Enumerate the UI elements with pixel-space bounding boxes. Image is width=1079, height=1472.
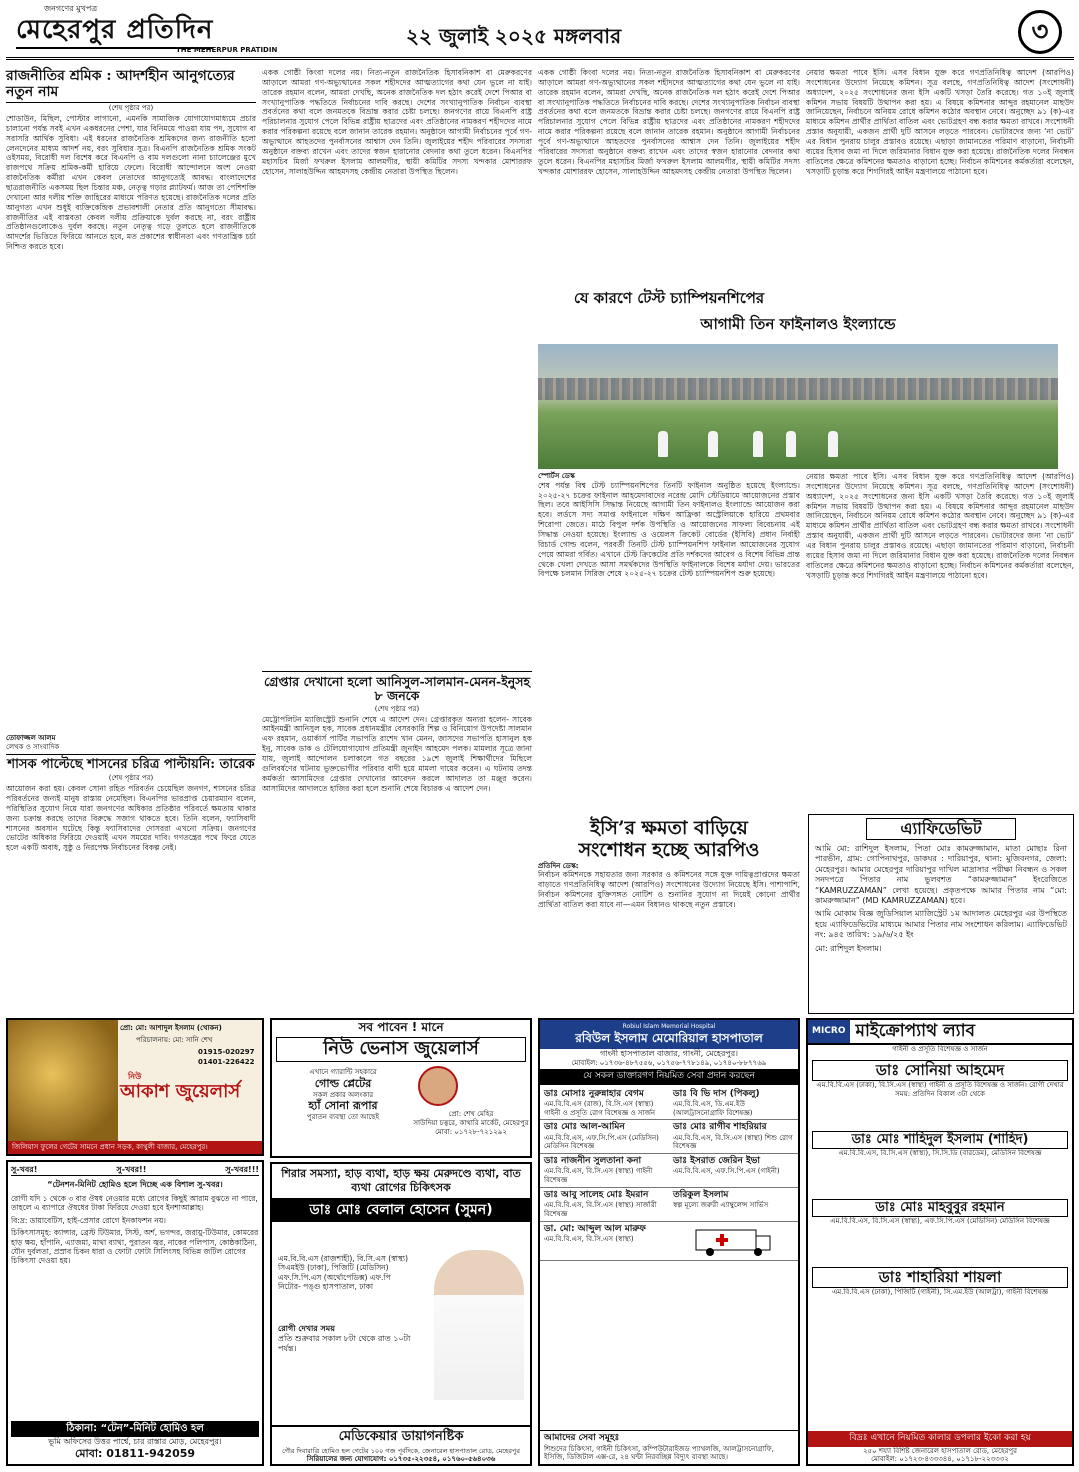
- akash-partner: পরিচালনায়: মো: সানি শেখ: [136, 1036, 213, 1044]
- sports-article: [538, 472, 800, 817]
- venus-name: নিউ ভেনাস জুয়েলার্স: [276, 1037, 526, 1062]
- ec-source: প্রতিদিন ডেস্ক:: [538, 861, 579, 870]
- belal-degree-3: এফ.সি.পি.এস (অর্থোপেডিক্স) এফ.পি: [278, 1272, 391, 1282]
- tension-guarantee: রোগী যদি ১ থেকে ৩ বার ঔষধ নেওয়ার মধ্যে রোগের কিছুই আরাম বুঝতে না পারে, তাহলে এ ব্যাপারে ঔষধের টাকা ফিরিয়ে দেওয়া হবে ইনশাআল্লাহ।: [11, 1194, 258, 1213]
- micro-brand: MICRO: [808, 1020, 850, 1043]
- divider: [6, 754, 256, 755]
- ad-micropath-lab: [806, 1018, 1074, 1466]
- tension-address: ভূমি অফিসের উত্তর পার্শ্বে, চার রাস্তার মোড়, মেহেরপুর।: [48, 1437, 222, 1447]
- robiul-doctor-card: [540, 1120, 669, 1154]
- article4-headline: গ্রেপ্তার দেখানো হলো আনিসুল-সালমান-মেনন-ইনুসহ ৮ জনকে: [263, 674, 531, 704]
- cricket-photo: [538, 344, 1058, 469]
- tension-note: বি:দ্র: ডায়াবেটিস, হাই-প্রেসার রোগে ইনকাফশন নয়।: [11, 1215, 166, 1225]
- tension-address-title: ঠিকানা: “টেন”-মিনিট হোমিও হল: [11, 1421, 259, 1438]
- column-right-top: [806, 68, 1074, 344]
- doctor-details: স্বল্প মূল্যে জরুরী এ্যাম্বুলেন্স সার্ভিস: [673, 1201, 769, 1209]
- divider: [262, 671, 532, 672]
- belal-time: প্রতি শুক্রবার সকাল ৮টা থেকে রাত ১০টা পর্যন্ত।: [278, 1334, 411, 1353]
- akash-address: জিলিয়াস ফুলের গেটের সামনে প্রধান সড়ক, কাথুলী বাজার, মেহেরপুর।: [8, 1141, 262, 1154]
- doctor-name: ডাঃ বি ভি দাস (পিকলু): [673, 1088, 760, 1099]
- micro-doctor-details: এম.বি.বি.এস (ঢাকা), পিজিটি (গাইনী), সি.এম.ইউ (আলট্রা), গাইনী বিশেষজ্ঞ: [831, 1288, 1049, 1296]
- robiul-phone: মোবাইল: ০১৭৩৬-৪৮৭৫৫৬, ০১৭৫৬-৭৭৮১৪৯, ০১৭৪০-৮৮৭৭৬৯: [571, 1058, 767, 1067]
- sports-source: স্পোর্টস ডেস্ক: [538, 472, 575, 480]
- belal-doctor: ডাঃ মোঃ বেলাল হোসেন (সুমন): [272, 1199, 530, 1223]
- doctor-name: তরিকুল ইসলাম: [673, 1189, 729, 1200]
- article1-headline: রাজনীতির শ্রমিক : আদর্শহীন আনুগত্যের নতুন নাম: [6, 68, 256, 103]
- ec-headline-line1: ইসি’র ক্ষমতা বাড়িয়ে: [590, 817, 748, 839]
- doctor-name: ডাঃ মোঃ আল-আমিন: [544, 1122, 625, 1133]
- article2-headline: শাসক পাল্টেছে শাসনের চরিত্র পাল্টায়নি: তারেক: [7, 757, 255, 773]
- robiul-doctor-card: [669, 1188, 798, 1222]
- akash-new: নিউ: [128, 1072, 142, 1081]
- ad-venus-jewellers: [270, 1018, 532, 1158]
- ad-tension-homeo: [6, 1160, 264, 1466]
- article4-body: মেট্রোপলিটন ম্যাজিস্ট্রেট শুনানি শেষে এ আদেশ দেন। গ্রেপ্তারকৃত অন্যরা হলেন- সাবেক আইনমন্ত্রী আনিসুল হক, সাবেক প্রধানমন্ত্রীর বেসরকারি শিল্প ও বিনিয়োগ উপদেষ্টা সালমান এফ রহমান, ওয়ার্কার্স পার্টির সভাপতি রাশেদ খান মেনন, জাসদের সভাপতি হাসানুল হক ইনু, সাবেক ডাক ও টেলিযোগাযোগ প্রতিমন্ত্রী জুনাইদ আহমেদ পলক। মামলার সূত্রে জানা যায়, জুলাই আন্দোলন চলাকালে গত বছরের ১৯শে জুলাই শিক্ষার্থীদের মিছিলে গুলিবর্ষণের ঘটনায় ভুক্তভোগীর পরিবার বাদী হয়ে মামলা দায়ের করেন। এ ঘটনায় তদন্ত কর্মকর্তা আসামিদের গ্রেপ্তার দেখানোর আবেদন করলে আদালত তা মঞ্জুর করেন। আসামিদের আদালতে হাজির করা হলে শুনানি শেষে বিচারক এ আদেশ দেন।: [262, 714, 532, 793]
- tension-header-1: সু-খবর!: [11, 1165, 38, 1174]
- micro-doctor-name: ডাঃ মোঃ শাহিদুল ইসলাম (শাহিদ): [812, 1131, 1068, 1149]
- venus-owner: প্রো: শেখ মেহির: [448, 1110, 494, 1118]
- micro-doctor-details: এম.বি.বি.এস, বি.সি.এস (স্বাস্থ্য), সি.সি.ডি (বারডেম), মেডিসিন বিশেষজ্ঞ: [838, 1149, 1042, 1157]
- masthead-tagline: জনগণের মুখপত্র: [44, 4, 98, 13]
- article3-continued-body: একক গোষ্ঠী কিংবা দলের নয়। নিত্য-নতুন রাজনৈতিক হিসাবনিকাশ বা মেরুকরণের আড়ালে আমরা গণ-অভ্যুত্থানের সকল শহীদদের আত্মত্যাগের কথা যেন ভুলে না যাই। তারেক রহমান বলেন, আমরা দেখছি, অনেক রাজনৈতিক দল হঠাৎ করেই দেশে পিআর বা সংখ্যানুপাতিক পদ্ধতিতে নির্বাচনের দাবি করছে। দেশের সংখ্যানুপাতিক নির্বাচন ব্যবস্থা প্রবর্তনের কথা বলে জনমতকে বিভ্রান্ত করার চেষ্টা চলছে। জনগণের রায়ে বিএনপি রাষ্ট্র পরিচালনার সুযোগ পেলে বিভিন্ন রাষ্ট্রীয় ছাত্রদের এবং প্রতিষ্ঠানের নামকরণ শহীদদের নামে করার পরিকল্পনা রয়েছে বলে জানান তারেক রহমান। অনুষ্ঠানে আগামী নির্বাচনের পূর্বে গণ-অভ্যুত্থানে আহতদের পুনর্বাসনের আশ্বাস দেন তিনি। জুলাইয়ের শহীদ পরিবারের সদস্যরা অনুষ্ঠানে বক্তব্য রাখেন এবং তাদের স্বজন হারানোর বেদনার কথা তুলে ধরেন। বিএনপির মহাসচিব মির্জা ফখরুল ইসলাম আলমগীর, স্থায়ী কমিটির সদস্য খন্দকার মোশাররফ হোসেন, সালাহউদ্দিন আহমদসহ কেন্দ্রীয় নেতারা উপস্থিত ছিলেন।: [538, 68, 800, 176]
- robiul-services-title: আমাদের সেবা সমূহঃ: [544, 1433, 620, 1444]
- article1-continued: (শেষ পৃষ্ঠার পর): [108, 104, 154, 113]
- micro-subtitle: গাইনী ও প্রসূতি বিশেষজ্ঞ ও সার্জন: [892, 1045, 988, 1054]
- tension-treatments: চিকিৎসাসমূহ: ক্যান্সার, ব্রেস্ট টিউমার, সিস্ট, অর্শ, ভগন্দর, জরায়ু-টিউমার, কোমরের হাড় ক্ষয়, হাঁপানি, এ্যাজমা, মাথা ব্যাথা, পুরাতন জ্বর, নাকের পলিপাস, কোষ্ঠকাঠিন্য, যৌন দুর্বলতা, প্রস্রাব চিকন ধারা ও ফোটা ফোটা সিলিংসহ বিভিন্ন জটিল রোগের চিকিৎসা দেওয়া হয়।: [11, 1228, 259, 1266]
- doctor-details: এম.বি.বি.এস (রাজ), বি.সি.এস (স্বাস্থ্য) গাইনী ও প্রসূতি রোগ বিশেষজ্ঞ ও সার্জন: [544, 1099, 656, 1117]
- photo-crowd: [538, 378, 1058, 400]
- venus-line1: এখানে গ্যারান্টি সহকারে: [309, 1068, 377, 1076]
- micro-address: ২৫০ শয্যা বিশিষ্ট জেনারেল হাসপাতাল রোড, মেহেরপুর: [862, 1446, 1018, 1455]
- robiul-doctor-card: [669, 1120, 798, 1154]
- belal-degree-1: এম.বি.বি.এস (রাজশাহী), বি.সি.এস (স্বাস্থ্য): [278, 1254, 408, 1263]
- robiul-doctor-card: [669, 1087, 798, 1121]
- column-left: [6, 68, 256, 1008]
- right-column-body-2: নেয়ার ক্ষমতা পাবে ইসি। এসব বিধান যুক্ত করে গণপ্রতিনিধিত্ব আদেশ (আরপিও) সংশোধনের উদ্যোগ নিয়েছে কমিশন। সূত্র বলছে, গণপ্রতিনিধিত্ব আদেশ (সংশোধনী) অধ্যাদেশ, ২০২৫ সংশোধনের জন্য ইসি একটি খসড়া তৈরি করেছে। গত ১০ই জুলাই কমিশন সভায় বিষয়টি উত্থাপন করা হয়। এ বিষয়ে কমিশনার আব্দুর রহমানেল মাছউদ জানিয়েছেন, নির্বাচনে অনিয়ম রোধে কমিশন কঠোর অবস্থান নেবে। অনুচ্ছেদ ৯১ (ক)-এর মাধ্যমে কমিশন প্রার্থীর প্রার্থিতা বাতিল এবং ভোটগ্রহণ বন্ধ করার ক্ষমতা রাখবে। সংশোধনী প্রস্তাব অনুযায়ী, একজন প্রার্থী দুটি আসনে লড়তে পারবেন। ভোটারদের জন্য ‘না ভোট’ এর বিধান পুনরায় চালুর প্রস্তাবও রয়েছে। এছাড়া জামানতের পরিমাণ বাড়ানো, নির্বাচনী ব্যয়ের হিসাব জমা না দিলে জরিমানার বিধান যুক্ত করা হয়েছে। রাজনৈতিক দলের নিবন্ধন বাতিলের ক্ষেত্রে কমিশনের ক্ষমতাও বাড়ানো হচ্ছে। নির্বাচন কমিশনের কর্মকর্তারা বলেছেন, খসড়াটি চূড়ান্ত করে শিগগিরই আইন মন্ত্রণালয়ে পাঠানো হবে।: [806, 472, 1074, 580]
- column-middle-left: [262, 68, 532, 1008]
- micro-name: মাইক্রোপ্যাথ ল্যাব: [855, 1021, 976, 1041]
- doctor-details: এম.বি.বি.এস, এফ.সি.পি.এস (গাইনী): [673, 1167, 780, 1176]
- column-right-bottom: [806, 472, 1074, 807]
- akash-phone-1: 01915-020297: [198, 1048, 255, 1056]
- doctor-details: এম.বি.বি.এস, বি.সি.এস (স্বাস্থ্য) গাইনী বিশেষজ্ঞ: [544, 1167, 653, 1184]
- robiul-doctor-card: [540, 1154, 669, 1188]
- article3-body: একক গোষ্ঠী কিংবা দলের নয়। নিত্য-নতুন রাজনৈতিক হিসাবনিকাশ বা মেরুকরণের আড়ালে আমরা গণ-অভ্যুত্থানের সকল শহীদদের আত্মত্যাগের কথা যেন ভুলে না যাই। তারেক রহমান বলেন, আমরা দেখছি, অনেক রাজনৈতিক দল হঠাৎ করেই দেশে পিআর বা সংখ্যানুপাতিক পদ্ধতিতে নির্বাচনের দাবি করছে। দেশের সংখ্যানুপাতিক নির্বাচন ব্যবস্থা প্রবর্তনের কথা বলে জনমতকে বিভ্রান্ত করার চেষ্টা চলছে। জনগণের রায়ে বিএনপি রাষ্ট্র পরিচালনার সুযোগ পেলে বিভিন্ন রাষ্ট্রীয় ছাত্রদের এবং প্রতিষ্ঠানের নামকরণ শহীদদের নামে করার পরিকল্পনা রয়েছে বলে জানান তারেক রহমান। অনুষ্ঠানে আগামী নির্বাচনের পূর্বে গণ-অভ্যুত্থানে আহতদের পুনর্বাসনের আশ্বাস দেন তিনি। জুলাইয়ের শহীদ পরিবারের সদস্যরা অনুষ্ঠানে বক্তব্য রাখেন এবং তাদের স্বজন হারানোর বেদনার কথা তুলে ধরেন। বিএনপির মহাসচিব মির্জা ফখরুল ইসলাম আলমগীর, স্থায়ী কমিটির সদস্য খন্দকার মোশাররফ হোসেন, সালাহউদ্দিন আহমদসহ কেন্দ্রীয় নেতারা উপস্থিত ছিলেন।: [262, 68, 532, 176]
- ad-robiul-hospital: [538, 1018, 800, 1466]
- column-center-top: [538, 68, 800, 288]
- right-column-body: নেয়ার ক্ষমতা পাবে ইসি। এসব বিধান যুক্ত করে গণপ্রতিনিধিত্ব আদেশ (আরপিও) সংশোধনের উদ্যোগ নিয়েছে কমিশন। সূত্র বলছে, গণপ্রতিনিধিত্ব আদেশ (সংশোধনী) অধ্যাদেশ, ২০২৫ সংশোধনের জন্য ইসি একটি খসড়া তৈরি করেছে। গত ১০ই জুলাই কমিশন সভায় বিষয়টি উত্থাপন করা হয়। এ বিষয়ে কমিশনার আব্দুর রহমানেল মাছউদ জানিয়েছেন, নির্বাচনে অনিয়ম রোধে কমিশন কঠোর অবস্থান নেবে। অনুচ্ছেদ ৯১ (ক)-এর মাধ্যমে কমিশন প্রার্থীর প্রার্থিতা বাতিল এবং ভোটগ্রহণ বন্ধ করার ক্ষমতা রাখবে। সংশোধনী প্রস্তাব অনুযায়ী, একজন প্রার্থী দুটি আসনে লড়তে পারবেন। ভোটারদের জন্য ‘না ভোট’ এর বিধান পুনরায় চালুর প্রস্তাবও রয়েছে। এছাড়া জামানতের পরিমাণ বাড়ানো, নির্বাচনী ব্যয়ের হিসাব জমা না দিলে জরিমানার বিধান যুক্ত করা হয়েছে। রাজনৈতিক দলের নিবন্ধন বাতিলের ক্ষেত্রে কমিশনের ক্ষমতাও বাড়ানো হচ্ছে। নির্বাচন কমিশনের কর্মকর্তারা বলেছেন, খসড়াটি চূড়ান্ত করে শিগগিরই আইন মন্ত্রণালয়ে পাঠানো হবে।: [806, 68, 1074, 176]
- affidavit-body-1: আমি মো: রাশিদুল ইসলাম, পিতা মোঃ কামরুজ্জামান, মাতা মোছাঃ রিনা পারভীন, গ্রাম: গোপিনাথপুর, ডাকঘর : দারিয়াপুর, থানা: মুজিবনগর, জেলা: মেহেরপুর। আমার মেহেরপুর দারিয়াপুর দাখিল মাদ্রাসার পরীক্ষা নিবন্ধন ও সকল সনদপত্রে পিতার নাম ভুলবশত “কামরুজ্জামান” ইংরেজিতে “KAMRUZZAMAN” লেখা হয়েছে। প্রকৃতপক্ষে আমার পিতার নাম “মো: কামরুজ্জামান” (MD KAMRUZZAMAN) হবে।: [815, 844, 1067, 905]
- tension-header-3: সু-খবর!!!: [225, 1165, 259, 1174]
- micro-doctor-name: ডাঃ সোনিয়া আহমেদ: [812, 1060, 1068, 1081]
- article2-continued: (শেষ পৃষ্ঠার পর): [108, 774, 154, 783]
- belal-time-label: রোগী দেখার সময়: [278, 1324, 335, 1333]
- newspaper-subtitle: THE MEHERPUR PRATIDIN: [176, 46, 278, 54]
- robiul-doctor-card: [540, 1222, 669, 1261]
- akash-proprietor: প্রো: মো: আশাদুল ইসলাম (খোকন): [120, 1024, 222, 1032]
- ambulance-icon: [669, 1222, 798, 1261]
- doctor-name: ডাঃ ইসরাত জেরিন ইভা: [673, 1156, 760, 1166]
- article1-byline: তোফাজ্জল আলম: [6, 733, 56, 742]
- doctor-details: এম.বি.বি.এস, বি.সি.এস (স্বাস্থ্য) শিশু রোগ বিশেষজ্ঞ: [673, 1133, 793, 1151]
- doctor-details: এম.বি.বি.এস, বি.সি.এস (স্বাস্থ্য) সার্জারী বিশেষজ্ঞ: [544, 1201, 657, 1218]
- venus-line2: গোল্ড প্লেটের: [314, 1076, 372, 1090]
- doctor-details: এম.বি.বি.এস, বি.সি.এস (স্বাস্থ্য): [544, 1234, 634, 1243]
- belal-degree-4: নিটোর- পঙ্গু হাসপাতাল, ঢাকা: [278, 1282, 374, 1292]
- photo-player: [658, 431, 668, 457]
- tension-highlight: “টেনশন-মিনিট হোমিও হলে দিচ্ছে এক বিশাল সু-খবর।: [47, 1180, 223, 1189]
- belal-serial: সিরিয়ালের জন্য যোগাযোগ: ০১৭৩৫-২২৩৫৪, ০১৭৬০-৫৬৪০৩৬: [306, 1455, 496, 1464]
- owner-photo: [418, 1066, 458, 1106]
- doctor-name: ডাঃ আবু সালেহ মোঃ ইমরান: [544, 1189, 649, 1200]
- venus-address: সাউদিয়া চত্বরে, কাথারি মার্কেট, মেহেরপুর: [413, 1118, 529, 1127]
- micro-footer-banner: বিদ্রঃ এখানে নিয়মিত কালার ডপলার ইকো করা হয়: [808, 1431, 1072, 1446]
- article2-body: আয়োজন করা হয়। কেবল সোনা রহিত পরিবর্তন চেয়েছিল জনগণ, শাসনের চরিত্র পরিবর্তনের জন্যই মানুষ রাস্তায় নেমেছিল। বিএনপির ভারপ্রাপ্ত চেয়ারম্যান বলেন, পরিস্থিতির সুযোগ নিয়ে যারা জনগণের অধিকার প্রতিষ্ঠার পরিবর্তে ক্ষমতায় থাকার জন্য চক্রান্ত করছে তাদের বিরুদ্ধে সজাগ থাকতে হবে। তিনি বলেন, ফ্যাসিবাদী শাসনের অবসান ঘটেছে কিন্তু ফ্যাসিবাদের দোসররা এখনো সক্রিয়। জনগণের ভোটের অধিকার ফিরিয়ে দেওয়াই এখন সময়ের দাবি। গণতন্ত্রের পথে ফিরে যেতে হলে একটি অবাধ, সুষ্ঠু ও নিরপেক্ষ নির্বাচনের বিকল্প নেই।: [6, 784, 256, 853]
- jewellery-image: [8, 1020, 118, 1154]
- page-number: ৩: [1018, 10, 1062, 54]
- photo-player: [828, 431, 838, 457]
- venus-line3: সকল প্রকার অলংকার: [312, 1090, 374, 1099]
- tension-phone: মোবা: 01811-942059: [74, 1447, 196, 1461]
- article4-continued: (শেষ পৃষ্ঠার পর): [374, 704, 420, 713]
- micro-doctor-details: এম.বি.বি.এস (ঢাকা), বি.সি.এস (স্বাস্থ্য) গাইনী ও প্রসূতি বিশেষজ্ঞ ও সার্জন। রোগী দেখার সময়: প্রতিদিন বিকাল ৩টা থেকে: [816, 1080, 1064, 1098]
- robiul-doctor-card: [540, 1188, 669, 1222]
- venus-top: সব পাবেন ! মানে: [358, 1020, 444, 1034]
- affidavit-signature: মো: রাশিদুল ইসলাম।: [815, 943, 882, 953]
- affidavit-title: এ্যাফিডেভিট: [866, 818, 1016, 840]
- newspaper-logo: মেহেরপুর প্রতিদিন: [16, 14, 213, 49]
- sports-headline-line2: আগামী তিন ফাইনালও ইংল্যান্ডে: [700, 315, 896, 333]
- photo-player: [786, 431, 796, 457]
- ec-article: [538, 818, 800, 1013]
- sports-headline-block: [538, 289, 896, 345]
- belal-center: মেডিকেয়ার ডায়াগনষ্টিক: [272, 1425, 530, 1447]
- ec-body: নির্বাচন কমিশনকে সহায়তার জন্য সরকার ও কমিশনের সঙ্গে যুক্ত দায়িত্বপ্রাপ্তদের ক্ষমতা বাড়াতে গণপ্রতিনিধিত্ব আদেশ (আরপিও) সংশোধনের উদ্যোগ নিয়েছে ইসি। পাশাপাশি, নির্বাচন কমিশনের যুক্তিসঙ্গত নোটিশ ও শুনানির সুযোগ না দিয়েই কোনো প্রার্থীর প্রার্থিতা বাতিল করা যাবে না—এমন বিধানও থাকছে নতুন প্রস্তাবে।: [538, 870, 800, 910]
- robiul-name: রবিউল ইসলাম মেমোরিয়াল হাসপাতাল: [575, 1030, 763, 1045]
- tension-header-2: সু-খবর!!: [116, 1165, 147, 1174]
- masthead: [6, 4, 1074, 60]
- micro-phone: মোবাইল: ০১৭২৩-৪৩৩৩৪৪, ০১৭১৮-২২৩৩৩২: [871, 1455, 1009, 1464]
- robiul-address: গাংনী হাসপাতাল বাজার, গাংনী, মেহেরপুর।: [599, 1048, 739, 1058]
- ad-dr-belal: [270, 1162, 532, 1466]
- sports-body: শেষ পর্যন্ত বিশ্ব টেস্ট চ্যাম্পিয়নশিপের তিনটি ফাইনাল অনুষ্ঠিত হয়েছে ইংল্যান্ডে। ২০২৫-২৭ চক্রের ফাইনাল আহমেদাবাদের নরেন্দ্র মোদি স্টেডিয়ামে আয়োজনের প্রস্তাব ছিল। তবে আইসিসি সিদ্ধান্ত নিয়েছে আগামী তিন ফাইনালও ইংল্যান্ডে আয়োজন করা হবে। লর্ডসে সদ্য সমাপ্ত ফাইনালে দক্ষিণ আফ্রিকা অস্ট্রেলিয়াকে হারিয়ে প্রথমবার শিরোপা জেতে। মাঠে বিপুল দর্শক উপস্থিতি ও আয়োজনের সাফল্য বিবেচনায় এই সিদ্ধান্ত নেওয়া হয়েছে। ইংল্যান্ড ও ওয়েলস ক্রিকেট বোর্ডের (ইসিবি) প্রধান নির্বাহী রিচার্ড গোল্ড বলেন, পরবর্তী তিনটি টেস্ট চ্যাম্পিয়নশিপ ফাইনাল আয়োজনের সুযোগ পেয়ে আমরা গর্বিত। এখানে টেস্ট ক্রিকেটের প্রতি দর্শকদের আবেগ ও বিশেষ বিভিন্ন প্রান্ত থেকে খেলা দেখতে আসা সমর্থকদের উপস্থিতি ফাইনালকে বিশেষ মর্যাদা দেয়। ভারতের বিপক্ষে চলমান সিরিজ শেষে ২০২৫-২৭ চক্রের টেস্ট চ্যাম্পিয়নশিপ শুরু হয়েছে।: [538, 480, 800, 579]
- sports-headline-line1: যে কারণে টেস্ট চ্যাম্পিয়নশিপের: [573, 289, 765, 307]
- photo-player: [708, 431, 718, 457]
- micro-doctor-details: এম.বি.বি.এস, বি.সি.এস (স্বাস্থ্য), এফ.সি.পি.এস (মেডিসিন) মেডিসিন বিশেষজ্ঞ: [830, 1217, 1050, 1226]
- affidavit-notice: [808, 814, 1074, 1014]
- affidavit-body-2: আমি মোকাম বিজ্ঞ জুডিসিয়াল ম্যাজিস্ট্রেট ১ম আদালত মেহেরপুর এর উপস্থিতে হয়ে এ্যাফিডেভিটের মাধ্যমে আমার পিতার নাম সংশোধন করিলাম। এ্যাফিডেভিট নং: ৯৪৫ তারিখ: ১৯/৬/২৫ ইং: [815, 909, 1067, 940]
- doctor-name: ডাঃ মোসাঃ নুরুন্নাহার বেগম: [544, 1088, 644, 1099]
- robiul-doctor-card: [669, 1154, 798, 1188]
- venus-phone: মোবা: ০১৭২৮-৭২১২৯২: [435, 1127, 507, 1136]
- robiul-brand: Robiul Islam Memorial Hospital: [622, 1023, 716, 1030]
- belal-degree-2: সিএমইউ (ঢাকা), পিজিটি (মেডিসিন): [278, 1263, 389, 1273]
- article1-byline-role: লেখক ও সাংবাদিক: [6, 742, 60, 751]
- photo-player: [753, 431, 763, 457]
- robiul-services: শিশুদের চিকিৎসা, গাইনী চিকিৎসা, কম্পিউটারাইজড প্যাথলজি, আলট্রাসনোগ্রাফি, ইসিজি, ডিজিটাল এক্স-রে, ২৪ ঘন্টা নিরবচ্ছিন্ন বিদ্যুৎ ব্যবস্থা আছে।: [544, 1444, 774, 1462]
- akash-name: আকাশ জুয়েলার্স: [120, 1081, 241, 1102]
- micro-doctor-name: ডাঃ শাহারিয়া শায়লা: [812, 1267, 1068, 1288]
- akash-phone-2: 01401-226422: [198, 1058, 255, 1066]
- doctor-details: এম.বি.বি.এস, এফ.সি.পি.এস (মেডিসিন) মেডিসিন বিশেষজ্ঞ: [544, 1133, 659, 1151]
- venus-line5: পুরাতন ব্যবস্থা তো আছেই: [306, 1113, 380, 1121]
- doctor-name: ডা. মো: আব্দুল আল মারুফ: [544, 1223, 646, 1234]
- robiul-doctor-card: [540, 1087, 669, 1121]
- belal-header: শিরার সমস্যা, হাড় ব্যথা, হাড় ক্ষয় মেরুদণ্ডে ব্যথা, বাত ব্যথা রোগের চিকিৎসক: [272, 1164, 530, 1199]
- issue-date: ২২ জুলাই ২০২৫ মঙ্গলবার: [406, 24, 622, 48]
- article1-body: শোডাউন, মিছিল, পোস্টার লাগানো, এমনকি সামাজিক যোগাযোগমাধ্যমে প্রচার চালানো পর্যন্ত সবই এখন একধরনের পেশা, যার বিনিময়ে পাওয়া যায় পদ, সুযোগ বা সরাসরি আর্থিক সুবিধা। এই ধরনের রাজনৈতিক শ্রমিকদের জন্য রাজনীতি হলো লেনদেনের মাধ্যম আদর্শ নয়, বরং সুবিধার সুত্র। বিএনপি রাজনৈতিক শ্রমিক সংকট ওইসময়, বিরোধী দল বিশেষ করে বিএনপি ও বাম দলগুলো নানা চ্যালেঞ্জের মুখে রাজপথে সক্রিয় শ্রমিক-কর্মী হারিয়ে ফেলে। বিরোধী আন্দোলনে অংশ নেওয়া রাজনৈতিক কর্মীরা এখন কেবল নেতাদের আনুগত্যেই আবদ্ধ। বাংলাদেশের ছাত্ররাজনীতি একসময় ছিল চিন্তার মঞ্চ, নেতৃত্ব গড়ার প্ল্যাটফর্ম। আজ তা পেশিশক্তি দেখানো আর দলীয় শক্তি জাহিরের মাধ্যমে পরিণত হয়েছে। রাজনৈতিক দলের প্রতি আনুগত্য এখন শুধুই ব্যক্তিকেন্দ্রিক প্রভাবশালী নেতার প্রতি আনুগত্যে সীমাবদ্ধ। রাজনীতির এই বাস্তবতা কেবল দলীয় প্রক্রিয়াকে দুর্বল করছে না, বরং রাষ্ট্রীয় প্রতিষ্ঠানগুলোকেও দুর্বল করছে। নতুন নেতৃত্ব গড়ে তুলতে হলে রাজনীতিকে আদর্শের ভিত্তিতে ফিরিয়ে আনতে হবে, মত প্রকাশের স্বাধীনতা এবং গণতান্ত্রিক চর্চা নিশ্চিত করতে হবে।: [6, 113, 256, 252]
- venus-line4: হ্যাঁ সোনা রূপার: [308, 1099, 378, 1113]
- doctor-name: ডাঃ নাজনীন সুলতানা কনা: [544, 1156, 642, 1166]
- doctor-photo: [434, 1250, 524, 1400]
- micro-doctor-name: ডাঃ মোঃ মাহবুবুর রহমান: [812, 1199, 1068, 1217]
- ec-headline-line2: সংশোধন হচ্ছে আরপিও: [578, 838, 760, 861]
- robiul-banner: যে সকল ডাক্তারগণ নিয়মিত সেবা প্রদান করছেন: [540, 1069, 798, 1084]
- ad-akash-jewellers: [6, 1018, 264, 1156]
- doctor-name: ডাঃ মোঃ রাগীব শাহরিয়ার: [673, 1122, 767, 1133]
- belal-center-address: গৌর দিবারাত্রি হোমিও হল গেটের ১০০ গজ পূর্বদিকে, জেনারেল হাসপাতাল রোড, মেহেরপুর: [282, 1447, 520, 1456]
- doctor-details: এম.বি.বি.এস, ডি.এম.ইউ (আলট্রাসনোগ্রাফি বিশেষজ্ঞ): [673, 1099, 753, 1117]
